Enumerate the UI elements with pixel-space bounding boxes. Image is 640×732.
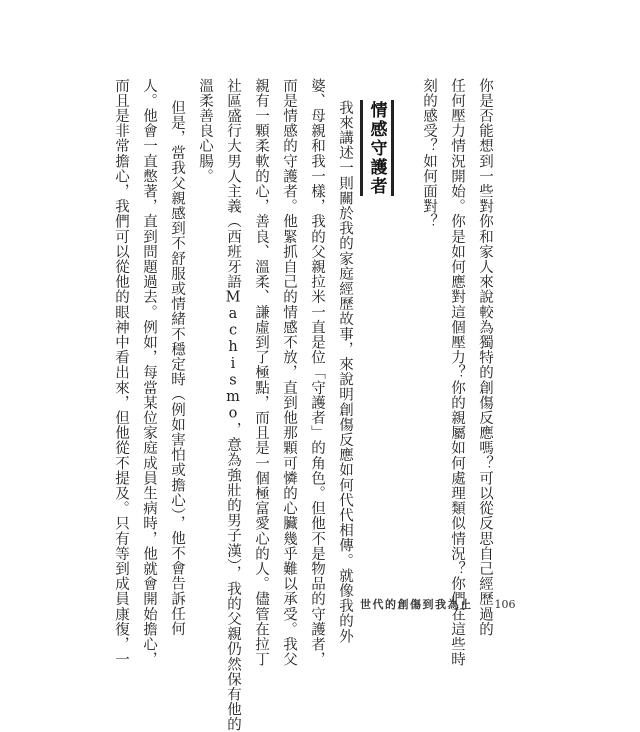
page-number: 106: [494, 598, 516, 611]
section-heading: [360, 100, 394, 196]
intro-column-1: 你是否能想到一些對你和家人來說較為獨特的創傷反應嗎？可以從反思自己經歷過的: [477, 78, 493, 637]
body-column-4: 親有一顆柔軟的心，善良、溫柔、謙虛到了極點，而且是一個極富愛心的人。儘管在拉丁: [253, 78, 269, 667]
body-column-8: 人。他會一直憋著，直到問題過去。例如，每當某位家庭成員生病時，他就會開始擔心，: [141, 78, 157, 667]
body-column-5: 社區盛行大男人主義（西班牙語Machismo，意為強壯的男子漢），我的父親仍然保有他的: [225, 78, 241, 732]
body-column-6: 溫柔善良心腸。: [197, 78, 213, 184]
intro-column-2: 任何壓力情況開始。你是如何應對這個壓力？你的親屬如何處理類似情況？你們在這些時: [449, 78, 465, 667]
section-heading-text: 情感守護者: [366, 100, 387, 196]
page-footer: [360, 596, 516, 612]
body-column-9: 而且是非常擔心，我們可以從他的眼神中看出來，但他從不提及。只有等到成員康復，一: [113, 78, 129, 667]
body-column-1: 我來講述一則關於我的家庭經歷故事，來說明創傷反應如何代代相傳。就像我的外: [337, 100, 353, 644]
intro-column-3: 刻的感受？如何面對？: [421, 78, 437, 229]
body-column-3: 而是情感的守護者。他緊抓自己的情感不放，直到他那顆可憐的心臟幾乎難以承受。我父: [281, 78, 297, 667]
body-column-2: 婆、母親和我一樣，我的父親拉米一直是位「守護者」的角色。但他不是物品的守護者，: [309, 78, 325, 667]
running-title: 世代的創傷到我為止: [360, 598, 473, 611]
body-column-7: 但是，當我父親感到不舒服或情緒不穩定時（例如害怕或擔心），他不會告訴任何: [169, 100, 185, 637]
